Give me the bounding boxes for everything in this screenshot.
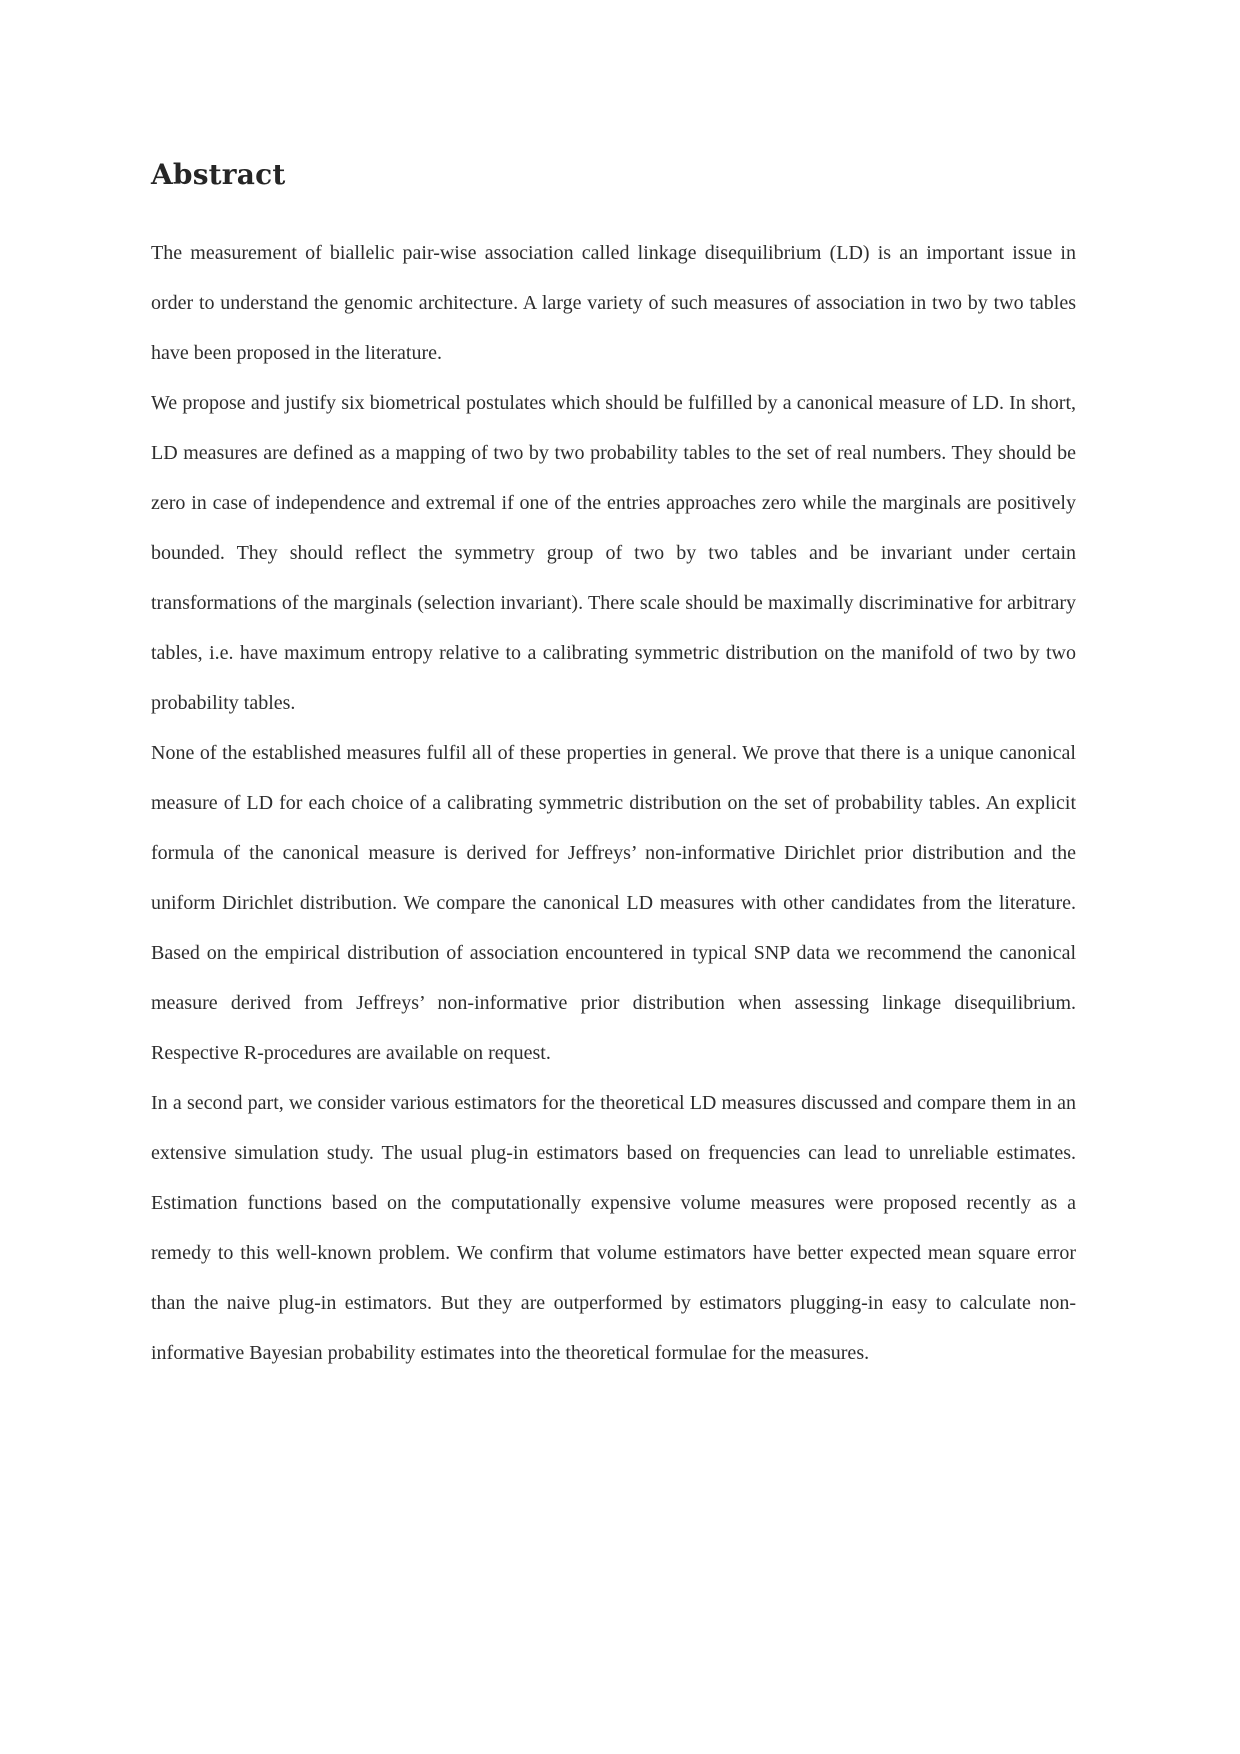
abstract-page: [151, 158, 1076, 1378]
abstract-paragraph-3: None of the established measures fulfil all of these properties in general. We prove that there is a unique canonical measure of LD for each choice of a calibrating symmetric distribution on the set of probability tables. An explicit formula of the canonical measure is derived for Jeffreys’ non-informative Dirichlet prior distribution and the uniform Dirichlet distribution. We compare the canonical LD measures with other candidates from the literature. Based on the empirical distribution of association encountered in typical SNP data we recommend the canonical measure derived from Jeffreys’ non-informative prior distribution when assessing linkage disequilibrium. Respective R-procedures are available on request.: [151, 741, 1076, 1064]
abstract-paragraph-2: We propose and justify six biometrical postulates which should be fulfilled by a canonical measure of LD. In short, LD measures are defined as a mapping of two by two probability tables to the set of real numbers. They should be zero in case of independence and extremal if one of the entries approaches zero while the marginals are positively bounded. They should reflect the symmetry group of two by two tables and be invariant under certain transformations of the marginals (selection invariant). There scale should be maximally discriminative for arbitrary tables, i.e. have maximum entropy relative to a calibrating symmetric distribution on the manifold of two by two probability tables.: [151, 391, 1076, 714]
abstract-heading: Abstract: [151, 158, 286, 191]
abstract-paragraph-1: The measurement of biallelic pair-wise association called linkage disequilibrium (LD) is an important issue in order to understand the genomic architecture. A large variety of such measures of association in two by two tables have been proposed in the literature.: [151, 241, 1076, 364]
abstract-paragraph-4: In a second part, we consider various estimators for the theoretical LD measures discussed and compare them in an extensive simulation study. The usual plug-in estimators based on frequencies can lead to unreliable estimates. Estimation functions based on the computationally expensive volume measures were proposed recently as a remedy to this well-known problem. We confirm that volume estimators have better expected mean square error than the naive plug-in estimators. But they are outperformed by estimators plugging-in easy to calculate non-informative Bayesian probability estimates into the theoretical formulae for the measures.: [151, 1091, 1076, 1364]
